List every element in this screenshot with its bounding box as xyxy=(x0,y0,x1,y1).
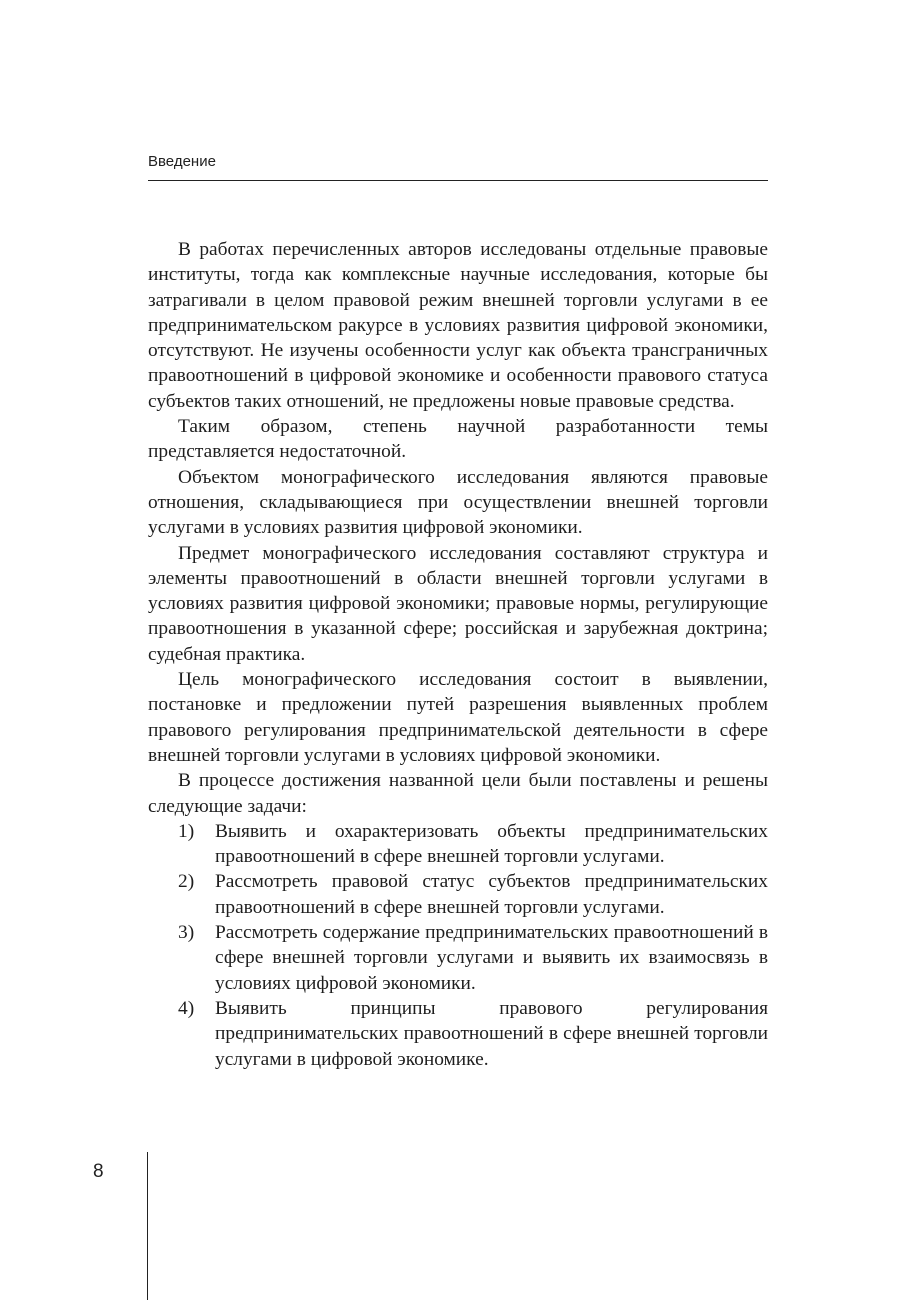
task-list xyxy=(148,819,768,1072)
paragraph-1: В работах перечисленных авторов исследованы отдельные правовые институты, тогда как комплексные научные исследования, которые бы затрагивали в целом правовой режим внешней торговли услугами в ее предпринимательском ракурсе в условиях развития цифровой экономики, отсутствуют. Не изучены особенности услуг как объекта трансграничных правоотношений в цифровой экономике и особенности правового статуса субъектов таких отношений, не предложены новые правовые средства. xyxy=(148,239,768,412)
margin-rule xyxy=(147,1152,148,1300)
paragraph-6: В процессе достижения названной цели были поставлены и решены следующие задачи: xyxy=(148,770,768,817)
list-item-text: Рассмотреть правовой статус субъектов предпринимательских правоотношений в сфере внешней торговли услугами. xyxy=(215,871,768,918)
header-rule xyxy=(148,180,768,181)
list-item-number: 1) xyxy=(178,820,195,842)
paragraph-2: Таким образом, степень научной разработанности темы представляется недостаточной. xyxy=(148,416,768,463)
list-item xyxy=(148,819,768,870)
body-text xyxy=(148,237,768,1072)
paragraph-3: Объектом монографического исследования являются правовые отношения, складывающиеся при осуществлении внешней торговли услугами в условиях развития цифровой экономики. xyxy=(148,466,768,539)
list-item xyxy=(148,869,768,920)
page-number: 8 xyxy=(93,1161,104,1182)
list-item-number: 3) xyxy=(178,922,195,944)
paragraph-4: Предмет монографического исследования составляют структура и элементы правоотношений в области внешней торговли услугами в условиях развития цифровой экономики; правовые нормы, регулирующие правоотношения в указанной сфере; российская и зарубежная доктрина; судебная практика. xyxy=(148,542,768,665)
list-item xyxy=(148,996,768,1072)
list-item-text: Выявить принципы правового регулирования предпринимательских правоотношений в сфере внешней торговли услугами в цифровой экономике. xyxy=(215,997,768,1070)
list-item-number: 4) xyxy=(178,997,195,1019)
list-item xyxy=(148,920,768,996)
list-item-text: Рассмотреть содержание предпринимательских правоотношений в сфере внешней торговли услугами и выявить их взаимосвязь в условиях цифровой экономики. xyxy=(215,922,768,994)
list-item-text: Выявить и охарактеризовать объекты предпринимательских правоотношений в сфере внешней торговли услугами. xyxy=(215,820,768,868)
list-item-number: 2) xyxy=(178,871,195,893)
paragraph-5: Цель монографического исследования состоит в выявлении, постановке и предложении путей разрешения выявленных проблем правового регулирования предпринимательской деятельности в сфере внешней торговли услугами в условиях цифровой экономики. xyxy=(148,669,768,766)
running-header-title: Введение xyxy=(148,153,216,170)
